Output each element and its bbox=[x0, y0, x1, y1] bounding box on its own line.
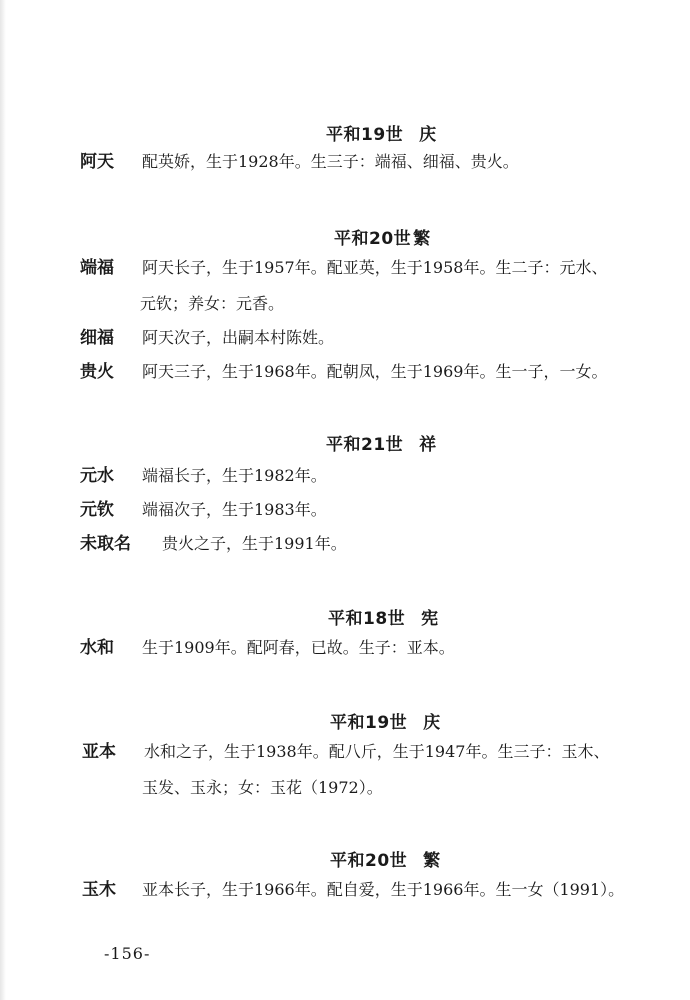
entry-text: 配英娇，生于1928年。生三子：端福、细福、贵火。 bbox=[142, 152, 519, 171]
heading-title: 平和20世 bbox=[330, 851, 408, 871]
section-heading bbox=[330, 846, 441, 871]
entry-name: 亚本 bbox=[82, 742, 116, 762]
entry-name: 水和 bbox=[80, 638, 114, 658]
genealogy-entry bbox=[80, 250, 607, 322]
section-heading bbox=[334, 224, 431, 249]
heading-generation: 庆 bbox=[423, 713, 441, 733]
genealogy-entry bbox=[80, 354, 607, 390]
entry-text: 亚本长子，生于1966年。配自爱，生于1966年。生一女（1991）。 bbox=[142, 880, 625, 899]
entry-text-line-2: 玉发、玉永；女：玉花（1972）。 bbox=[142, 778, 383, 797]
heading-title: 平和20世 bbox=[334, 229, 412, 249]
heading-generation: 宪 bbox=[421, 609, 439, 629]
section-heading bbox=[326, 120, 437, 145]
genealogy-entry bbox=[80, 458, 327, 494]
heading-generation: 繁 bbox=[413, 229, 431, 249]
heading-generation: 庆 bbox=[419, 125, 437, 145]
entry-name: 贵火 bbox=[80, 362, 114, 382]
heading-title: 平和19世 bbox=[330, 713, 408, 733]
genealogy-entry bbox=[80, 320, 334, 356]
heading-title: 平和21世 bbox=[326, 435, 404, 455]
heading-title: 平和19世 bbox=[326, 125, 404, 145]
entry-text-line-2: 元钦；养女：元香。 bbox=[140, 294, 285, 313]
entry-name: 玉木 bbox=[82, 880, 116, 900]
section-heading bbox=[328, 604, 439, 629]
genealogy-entry bbox=[82, 872, 624, 908]
genealogy-entry bbox=[80, 526, 347, 562]
entry-name: 未取名 bbox=[80, 534, 131, 554]
heading-generation: 祥 bbox=[419, 435, 437, 455]
page-number: -156- bbox=[104, 944, 151, 963]
entry-name: 端福 bbox=[80, 258, 114, 278]
genealogy-entry bbox=[82, 734, 609, 806]
entry-text-line-1: 阿天长子，生于1957年。配亚英，生于1958年。生二子：元水、 bbox=[142, 258, 608, 277]
entry-text: 阿天三子，生于1968年。配朝凤，生于1969年。生一子，一女。 bbox=[142, 362, 608, 381]
heading-generation: 繁 bbox=[423, 851, 441, 871]
entry-text-line-1: 水和之子，生于1938年。配八斤，生于1947年。生三子：玉木、 bbox=[144, 742, 610, 761]
entry-text: 生于1909年。配阿春，已故。生子：亚本。 bbox=[142, 638, 455, 657]
section-heading bbox=[326, 430, 437, 455]
scan-edge-shadow bbox=[0, 0, 6, 1000]
entry-text: 贵火之子，生于1991年。 bbox=[162, 534, 347, 553]
entry-name: 元钦 bbox=[80, 500, 114, 520]
genealogy-entry bbox=[80, 492, 327, 528]
entry-text: 端福长子，生于1982年。 bbox=[142, 466, 327, 485]
section-heading bbox=[330, 708, 441, 733]
entry-text: 端福次子，生于1983年。 bbox=[142, 500, 327, 519]
entry-text: 阿天次子，出嗣本村陈姓。 bbox=[142, 328, 335, 347]
entry-name: 细福 bbox=[80, 328, 114, 348]
entry-name: 元水 bbox=[80, 466, 114, 486]
genealogy-entry bbox=[80, 630, 455, 666]
entry-name: 阿天 bbox=[80, 152, 114, 172]
heading-title: 平和18世 bbox=[328, 609, 406, 629]
genealogy-entry bbox=[80, 144, 519, 180]
